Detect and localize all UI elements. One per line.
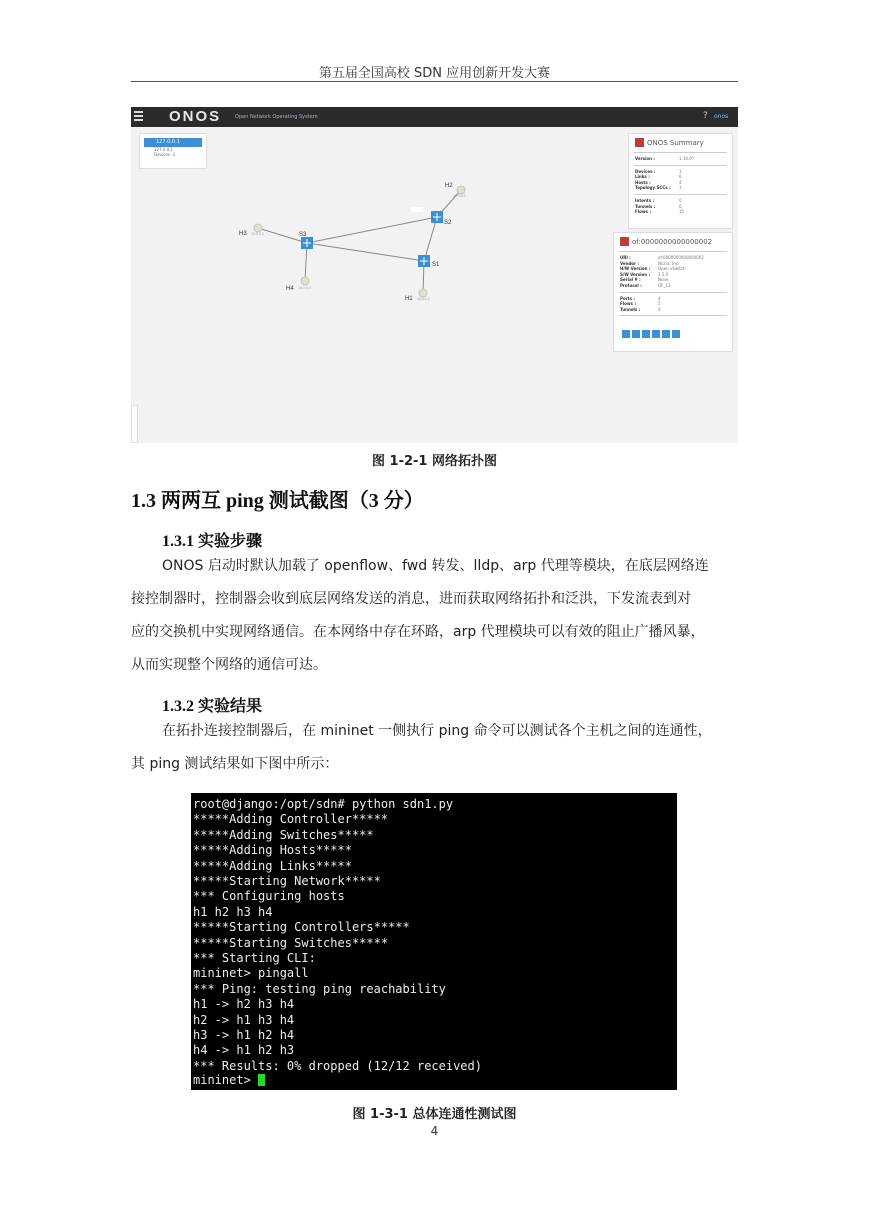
panel-row: URI : of:0000000000000002 — [620, 255, 704, 260]
terminal-line: *****Adding Controller***** — [193, 812, 389, 827]
show-groups-button[interactable] — [642, 330, 650, 338]
label-h1: H1 — [405, 296, 413, 302]
host-h3[interactable] — [254, 224, 262, 232]
host-h4[interactable] — [301, 277, 309, 285]
terminal-screenshot — [191, 793, 677, 1090]
ip-h3: 10.0.0.3 — [251, 232, 264, 236]
show-pipeconf-button[interactable] — [662, 330, 670, 338]
terminal-line: *****Adding Switches***** — [193, 827, 374, 842]
link-s3-s1 — [307, 243, 424, 261]
switch-s3[interactable] — [301, 237, 313, 249]
subsection-heading-results: 1.3.2 实验结果 — [162, 698, 263, 715]
show-meters-button[interactable] — [652, 330, 660, 338]
summary-version-row: Version : 1.10.0* — [635, 156, 694, 161]
figure-caption-topology: 图 1-2-1 网络拓扑图 — [372, 454, 497, 469]
terminal-line: h4 -> h1 h2 h3 — [193, 1043, 295, 1058]
terminal-cursor — [258, 1074, 265, 1086]
terminal-line: mininet> pingall — [193, 966, 309, 981]
onos-summary-panel — [628, 133, 733, 229]
results-paragraph — [131, 715, 738, 781]
label-s2: S2 — [444, 220, 452, 226]
user-menu[interactable]: onos — [714, 113, 729, 120]
instance-ip: 127.0.0.1 — [154, 147, 174, 152]
summary-rows — [629, 169, 732, 191]
device-action-buttons — [614, 319, 732, 342]
page-number: 4 — [430, 1124, 439, 1138]
terminal-line: h3 -> h1 h2 h4 — [193, 1028, 295, 1042]
ip-h2: 10.0.0.2 — [453, 194, 466, 198]
panel-row: Flows : 15 — [635, 209, 685, 215]
switch-s1[interactable] — [418, 255, 430, 267]
label-h3: H3 — [239, 231, 247, 237]
help-icon[interactable]: ? — [703, 111, 708, 121]
panel-row: Tunnels : 0 — [635, 203, 682, 209]
subsection-heading-steps: 1.3.1 实验步骤 — [162, 533, 263, 550]
link-s3-s2 — [307, 217, 437, 243]
summary-rows-2 — [629, 198, 732, 215]
terminal-line: root@django:/opt/sdn# python sdn1.py — [193, 797, 454, 811]
side-drawer-handle[interactable] — [131, 405, 138, 443]
paragraph-line: 其 ping 测试结果如下图中所示： — [131, 756, 339, 772]
panel-row: Hosts : 4 — [635, 179, 682, 185]
terminal-line: *** Starting CLI: — [193, 951, 316, 965]
panel-row: Tunnels : 0 — [620, 306, 661, 312]
panel-row: S/W Version : 2.5.0 — [620, 271, 669, 277]
paragraph-line: 从而实现整个网络的通信可达。 — [131, 657, 327, 673]
onos-summary-icon — [635, 138, 644, 147]
panel-row: Topology SCCs : 1 — [635, 185, 682, 191]
label-h4: H4 — [286, 286, 294, 292]
paragraph-line: 接控制器时，控制器会收到底层网络发送的消息，进而获取网络拓扑和泛洪，下发流表到对 — [131, 591, 691, 607]
panel-row: Intents : 0 — [635, 197, 682, 203]
device-rows-2 — [614, 296, 732, 313]
terminal-line: *** Ping: testing ping reachability — [193, 981, 446, 996]
onos-logo: ONOS — [169, 108, 222, 125]
device-details-panel — [613, 232, 733, 352]
link-s2-s1 — [424, 217, 437, 261]
onos-topology-screenshot — [131, 107, 738, 443]
label-s1: S1 — [432, 262, 440, 268]
terminal-line: h1 -> h2 h3 h4 — [193, 997, 295, 1012]
device-title: of:0000000000000002 — [632, 238, 713, 246]
section-heading: 1.3 两两互 ping 测试截图（3 分） — [131, 490, 424, 512]
panel-row: Devices : 3 — [635, 168, 682, 174]
ip-h1: 10.0.0.1 — [417, 297, 430, 301]
terminal-line: *****Starting Controllers***** — [193, 920, 410, 935]
onos-logo-subtitle: Open Network Operating System — [235, 114, 318, 120]
terminal-line: h1 h2 h3 h4 — [193, 904, 273, 919]
header-rule — [131, 81, 738, 82]
host-h1[interactable] — [419, 289, 427, 297]
terminal-line: *****Starting Network***** — [193, 874, 381, 888]
device-icon — [620, 237, 629, 246]
terminal-line: *****Starting Switches***** — [193, 935, 389, 950]
show-ports-button[interactable] — [622, 330, 630, 338]
terminal-prompt-line: mininet> — [193, 1073, 265, 1088]
switch-s2[interactable] — [431, 211, 443, 223]
label-s3: S3 — [299, 232, 307, 238]
paragraph-line: 在拓扑连接控制器后，在 mininet 一侧执行 ping 命令可以测试各个主机之间的连通性， — [162, 723, 712, 739]
label-h2: H2 — [445, 183, 453, 189]
panel-row: Links : 6 — [635, 174, 682, 180]
panel-row: Serial # : None — [620, 277, 669, 283]
ip-h4: 10.0.0.4 — [298, 286, 311, 290]
link-label — [411, 207, 423, 212]
host-h2[interactable] — [457, 186, 465, 194]
terminal-line: *** Configuring hosts — [193, 889, 345, 904]
show-intents-button[interactable] — [672, 330, 680, 338]
steps-paragraph — [131, 550, 738, 682]
terminal-line: *****Adding Hosts***** — [193, 843, 352, 858]
terminal-line: *** Results: 0% dropped (12/12 received) — [193, 1058, 482, 1073]
summary-title: ONOS Summary — [647, 139, 704, 147]
show-flows-button[interactable] — [632, 330, 640, 338]
paragraph-line: ONOS 启动时默认加载了 openflow、fwd 转发、lldp、arp 代理等模块，在底层网络连 — [162, 558, 709, 574]
page-header-title: 第五届全国高校 SDN 应用创新开发大赛 — [318, 66, 551, 81]
instance-devices: Devices: 3 — [154, 152, 175, 157]
panel-row: Protocol : OF_13 — [620, 282, 671, 288]
panel-row: Vendor : Nicira, Inc. — [620, 260, 680, 266]
panel-row: H/W Version : Open vSwitch — [620, 266, 686, 272]
panel-row: Ports : 4 — [620, 295, 661, 301]
instance-panel[interactable] — [139, 133, 207, 169]
device-rows — [614, 255, 732, 289]
figure-caption-ping: 图 1-3-1 总体连通性测试图 — [352, 1107, 517, 1122]
instance-id: 127.0.0.1 — [144, 138, 202, 147]
terminal-line: *****Adding Links***** — [193, 858, 352, 873]
paragraph-line: 应的交换机中实现网络通信。在本网络中存在环路，arp 代理模块可以有效的阻止广播风暴， — [131, 624, 705, 640]
terminal-line: h2 -> h1 h3 h4 — [193, 1012, 295, 1027]
panel-row: Flows : 5 — [620, 301, 661, 307]
